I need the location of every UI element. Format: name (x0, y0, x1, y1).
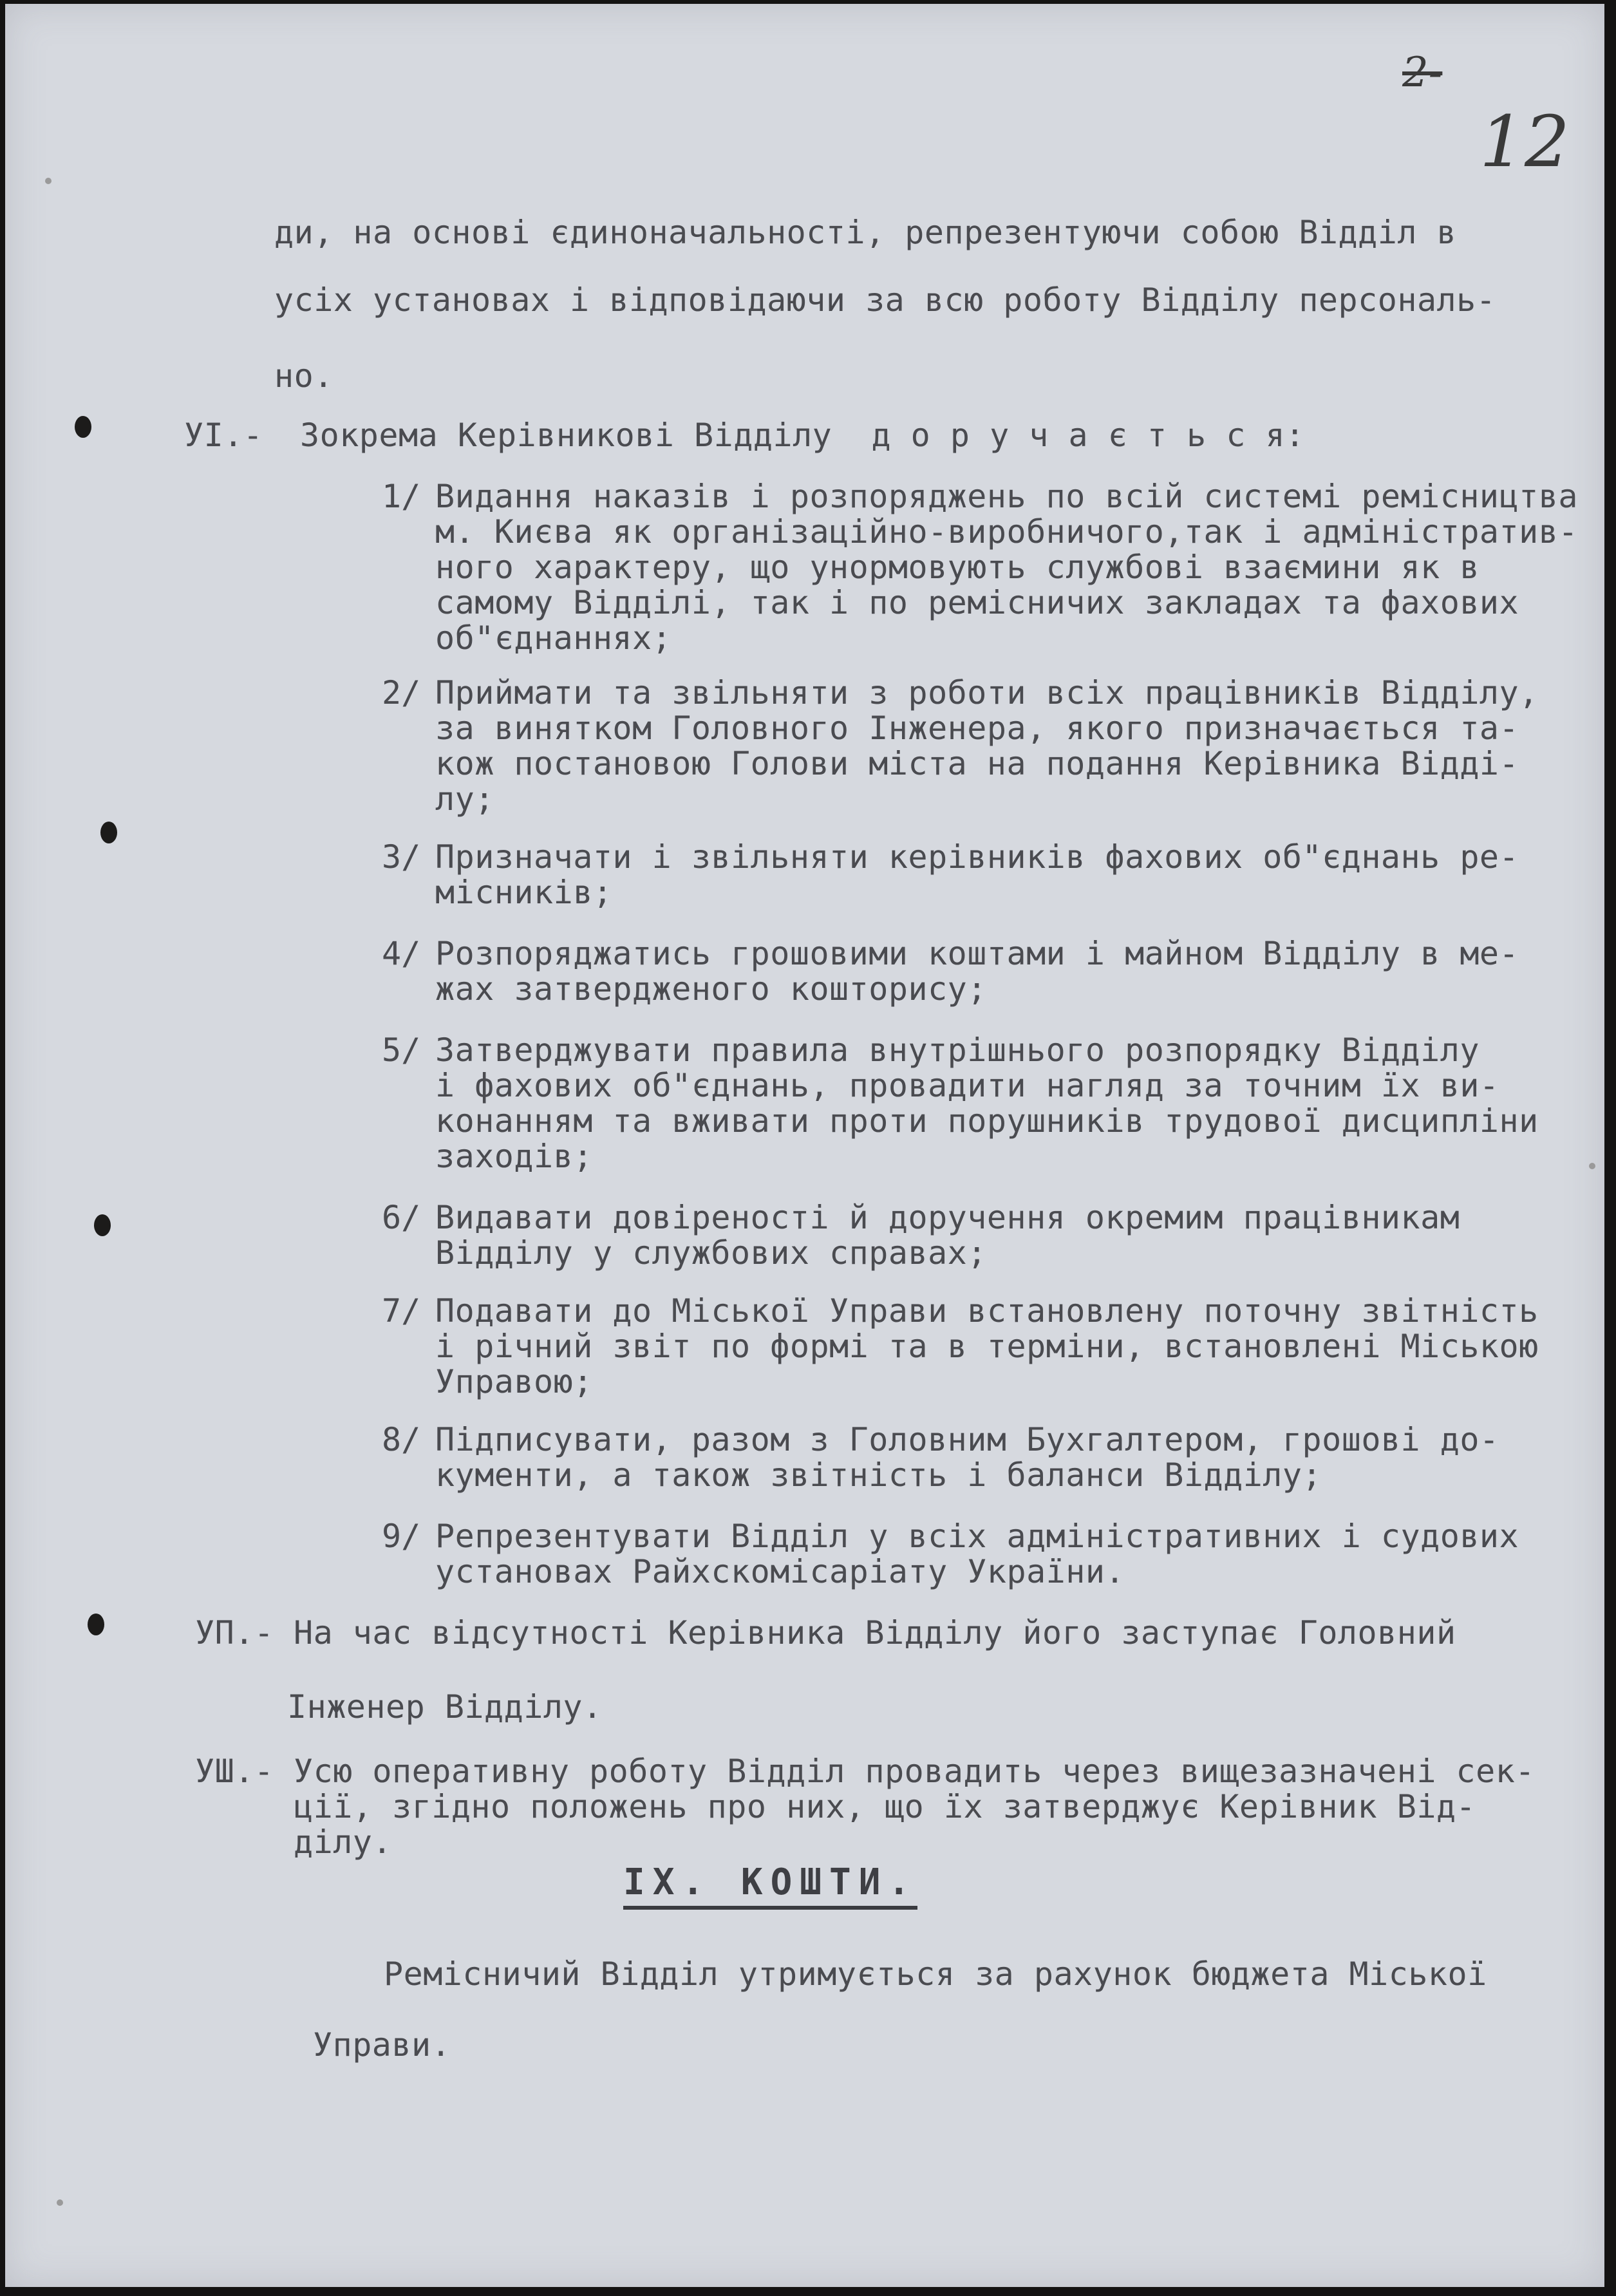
item-line: Видання наказів і розпоряджень по всій системі ремісництва (435, 478, 1578, 515)
item-line: кументи, а також звітність і баланси Відділу; (435, 1456, 1322, 1494)
item-line: і річний звіт по формі та в терміни, встановлені Міською (435, 1328, 1539, 1365)
archive-mark: 2- (1402, 49, 1443, 97)
item-line: Затверджувати правила внутрішнього розпорядку Відділу (435, 1031, 1480, 1069)
section-8-numeral: УШ.- (195, 1753, 274, 1790)
section-8-line: ділу. (294, 1823, 393, 1861)
item-line: м. Києва як організаційно-виробничого,так і адміністратив- (435, 513, 1578, 550)
section-7-line: Інженер Відділу. (287, 1688, 603, 1726)
section-6-numeral: УІ.- (184, 417, 263, 454)
section-8-line: ції, згідно положень про них, що їх затверджує Керівник Від- (294, 1788, 1476, 1825)
item-line: лу; (435, 780, 494, 818)
page-number: 12 (1480, 100, 1570, 183)
item-number: 9/ (382, 1518, 421, 1555)
paper-speck (1589, 1163, 1595, 1169)
item-line: об"єднаннях; (435, 619, 672, 657)
section-9-heading: IX. КОШТИ. (623, 1861, 917, 1910)
item-line: за винятком Головного Інженера, якого призначається та- (435, 710, 1519, 747)
paper-speck (45, 178, 52, 184)
item-number: 2/ (382, 674, 421, 711)
punch-hole (94, 1214, 111, 1236)
section-7-numeral: УП.- (195, 1614, 274, 1651)
punch-hole (88, 1614, 104, 1635)
item-line: конанням та вживати проти порушників трудової дисципліни (435, 1102, 1539, 1140)
item-line: і фахових об"єднань, провадити нагляд за точним їх ви- (435, 1067, 1499, 1104)
item-line: кож постановою Голови міста на подання Керівника Відді- (435, 745, 1519, 782)
section-9-line: Ремісничий Відділ утримується за рахунок бюджета Міської (384, 1955, 1487, 1993)
item-line: Управою; (435, 1363, 593, 1400)
intro-line: но. (274, 357, 334, 395)
item-line: Призначати і звільняти керівників фахових об"єднань ре- (435, 838, 1519, 876)
intro-line: ди, на основі єдиноначальності, репрезентуючи собою Відділ в (274, 214, 1457, 251)
document-page (5, 4, 1604, 2287)
item-number: 6/ (382, 1199, 421, 1236)
item-line: Відділу у службових справах; (435, 1234, 987, 1272)
item-number: 1/ (382, 478, 421, 515)
item-number: 5/ (382, 1031, 421, 1069)
item-line: місників; (435, 874, 613, 911)
item-line: Приймати та звільняти з роботи всіх працівників Відділу, (435, 674, 1539, 711)
intro-line: усіх установах і відповідаючи за всю роботу Відділу персональ- (274, 281, 1496, 319)
item-line: заходів; (435, 1138, 593, 1175)
item-number: 8/ (382, 1421, 421, 1458)
item-line: ного характеру, що унормовують службові взаємини як в (435, 549, 1480, 586)
item-line: Розпоряджатись грошовими коштами і майном Відділу в ме- (435, 935, 1519, 972)
section-9-line: Управи. (313, 2026, 451, 2064)
item-line: Репрезентувати Відділ у всіх адміністративних і судових (435, 1518, 1519, 1555)
item-number: 4/ (382, 935, 421, 972)
section-7-line: На час відсутності Керівника Відділу його заступає Головний (294, 1614, 1456, 1651)
punch-hole (100, 822, 117, 843)
section-8-line: Усю оперативну роботу Відділ провадить через вищезазначені сек- (294, 1753, 1535, 1790)
paper-speck (57, 2199, 63, 2206)
section-6-heading: Зокрема Керівникові Відділу д о р у ч а є т ь с я: (300, 417, 1305, 454)
item-line: жах затвердженого кошторису; (435, 970, 987, 1008)
punch-hole (75, 416, 91, 438)
item-line: самому Відділі, так і по ремісничих закладах та фахових (435, 584, 1519, 621)
item-line: установах Райхскомісаріату України. (435, 1553, 1125, 1590)
item-number: 3/ (382, 838, 421, 876)
item-line: Підписувати, разом з Головним Бухгалтером, грошові до- (435, 1421, 1499, 1458)
item-number: 7/ (382, 1292, 421, 1330)
item-line: Подавати до Міської Управи встановлену поточну звітність (435, 1292, 1539, 1330)
item-line: Видавати довіреності й доручення окремим працівникам (435, 1199, 1460, 1236)
